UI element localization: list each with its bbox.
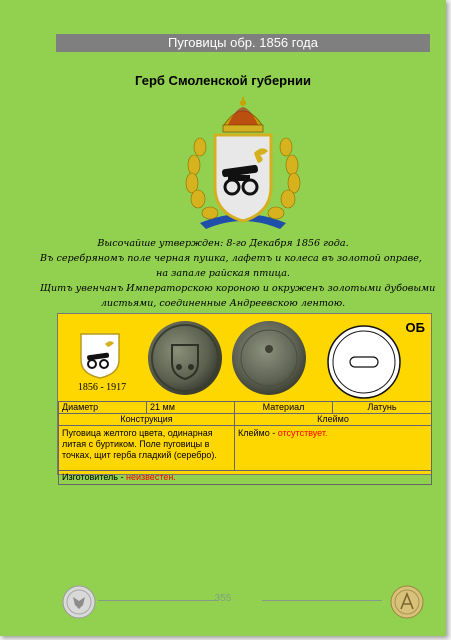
small-coat-of-arms-icon (77, 330, 123, 380)
description-line: Въ серебряномъ поле черная пушка, лафетъ и колеса въ золотой оправе, (40, 253, 422, 264)
maker-value: неизвестен. (126, 472, 176, 482)
smolensk-coat-of-arms (180, 95, 306, 235)
years-label: 1856 - 1917 (77, 382, 127, 393)
description-line: на запале райская птица. (156, 268, 290, 279)
construction-text: Пуговица желтого цвета, одинарная литая с буртиком. Поле пуговицы в точках, щит герба гладкий (серебро). (59, 426, 235, 471)
description (40, 236, 436, 311)
header-bar: Пуговицы обр. 1856 года (56, 34, 430, 52)
material-label: Материал (235, 402, 333, 414)
mark-cell (235, 426, 432, 471)
mark-prefix: Клеймо - (238, 428, 278, 438)
side-label: ОБ (405, 320, 425, 335)
page-number: 355 (214, 593, 232, 604)
button-back-photo (230, 319, 308, 397)
maker-prefix: Изготовитель - (62, 472, 126, 482)
description-line: Щитъ увенчанъ Императорскою короною и окруженъ золотыми дубовыми (40, 283, 436, 294)
description-line: Высочайше утвержден: 8-го Декабря 1856 года. (97, 238, 349, 249)
diameter-label: Диаметр (59, 402, 147, 414)
silver-medal-icon (62, 585, 96, 619)
construction-label: Конструкция (59, 414, 235, 426)
button-front-photo (146, 319, 224, 397)
button-scheme-drawing (326, 324, 402, 400)
maker-cell (59, 471, 432, 485)
gold-medal-icon (390, 585, 424, 619)
specs-table (58, 401, 432, 485)
mark-label: Клеймо (235, 414, 432, 426)
button-info-card (57, 313, 432, 482)
material-value: Латунь (333, 402, 432, 414)
mark-value: отсутствует. (277, 428, 328, 438)
section-title: Герб Смоленской губернии (135, 73, 311, 88)
description-line: листьями, соединенные Андреевскою лентою. (100, 298, 346, 309)
diameter-value: 21 мм (147, 402, 235, 414)
